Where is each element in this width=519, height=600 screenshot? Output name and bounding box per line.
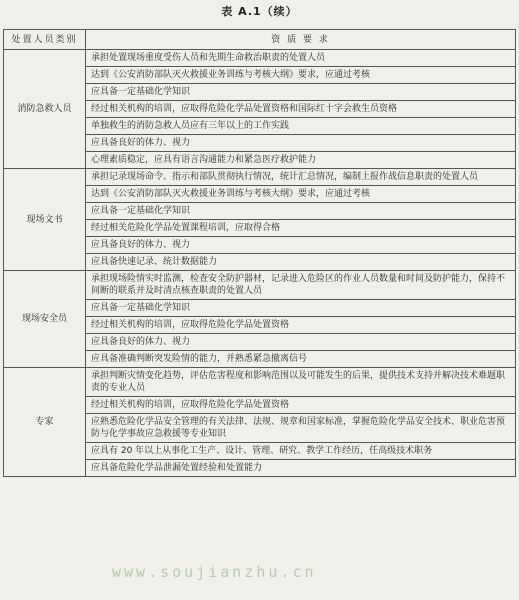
requirement-cell: 应具备良好的体力、视力 <box>86 135 516 152</box>
watermark: www.soujianzhu.cn <box>112 563 317 581</box>
requirement-cell: 承担处置现场重度受伤人员和先期生命救治职责的处置人员 <box>86 50 516 67</box>
table-row <box>4 368 516 397</box>
requirement-cell: 承担现场险情实时监测，检查安全防护器材，记录进入危险区的作业人员数量和时间及防护能力，保持不间断的联系并及时清点核查职责的处置人员 <box>86 271 516 300</box>
requirement-cell: 承担记录现场命令、指示和部队贯彻执行情况，统计汇总情况，编制上报作战信息职责的处置人员 <box>86 169 516 186</box>
requirement-cell: 心理素质稳定，应具有语言沟通能力和紧急医疗救护能力 <box>86 152 516 169</box>
qualification-requirements-table <box>3 29 516 477</box>
requirement-cell: 应具备一定基础化学知识 <box>86 203 516 220</box>
table-header-row <box>4 30 516 50</box>
requirement-cell: 承担判断灾情变化趋势，评估危害程度和影响范围以及可能发生的后果，提供技术支持并解决技术难题职责的专业人员 <box>86 368 516 397</box>
category-cell: 专家 <box>4 368 86 477</box>
table-caption: 表 A.1（续） <box>221 5 298 18</box>
requirement-cell: 应熟悉危险化学品安全管理的有关法律、法规、规章和国家标准，掌握危险化学品安全技术、职业危害预防与化学事故应急救援等专业知识 <box>86 414 516 443</box>
requirement-cell: 达到《公安消防部队灭火救援业务训练与考核大纲》要求，应通过考核 <box>86 67 516 84</box>
requirement-cell: 经过相关机构的培训，应取得危险化学品处置资格 <box>86 317 516 334</box>
category-cell: 现场文书 <box>4 169 86 271</box>
table-row <box>4 50 516 67</box>
requirement-cell: 应具备一定基础化学知识 <box>86 300 516 317</box>
table-row <box>4 169 516 186</box>
requirement-cell: 达到《公安消防部队灭火救援业务训练与考核大纲》要求，应通过考核 <box>86 186 516 203</box>
requirement-cell: 经过相关危险化学品处置课程培训，应取得合格 <box>86 220 516 237</box>
requirement-cell: 应具备快速记录、统计数据能力 <box>86 254 516 271</box>
requirement-cell: 单独救生的消防急救人员应有三年以上的工作实践 <box>86 118 516 135</box>
requirement-cell: 应具有 20 年以上从事化工生产、设计、管理、研究、教学工作经历，任高级技术职务 <box>86 443 516 460</box>
requirement-cell: 应具备良好的体力、视力 <box>86 237 516 254</box>
category-cell: 消防急救人员 <box>4 50 86 169</box>
requirement-cell: 应具备危险化学品泄漏处置经验和处置能力 <box>86 460 516 477</box>
header-requirements: 资 质 要 求 <box>86 30 516 50</box>
requirement-cell: 应具备一定基础化学知识 <box>86 84 516 101</box>
requirement-cell: 经过相关机构的培训，应取得危险化学品处置资格和国际红十字会救生员资格 <box>86 101 516 118</box>
header-category: 处置人员类别 <box>4 30 86 50</box>
category-cell: 现场安全员 <box>4 271 86 368</box>
table-row <box>4 271 516 300</box>
requirement-cell: 应具备良好的体力、视力 <box>86 334 516 351</box>
requirement-cell: 经过相关机构的培训，应取得危险化学品处置资格 <box>86 397 516 414</box>
requirement-cell: 应具备准确判断突发险情的能力，并熟悉紧急撤离信号 <box>86 351 516 368</box>
